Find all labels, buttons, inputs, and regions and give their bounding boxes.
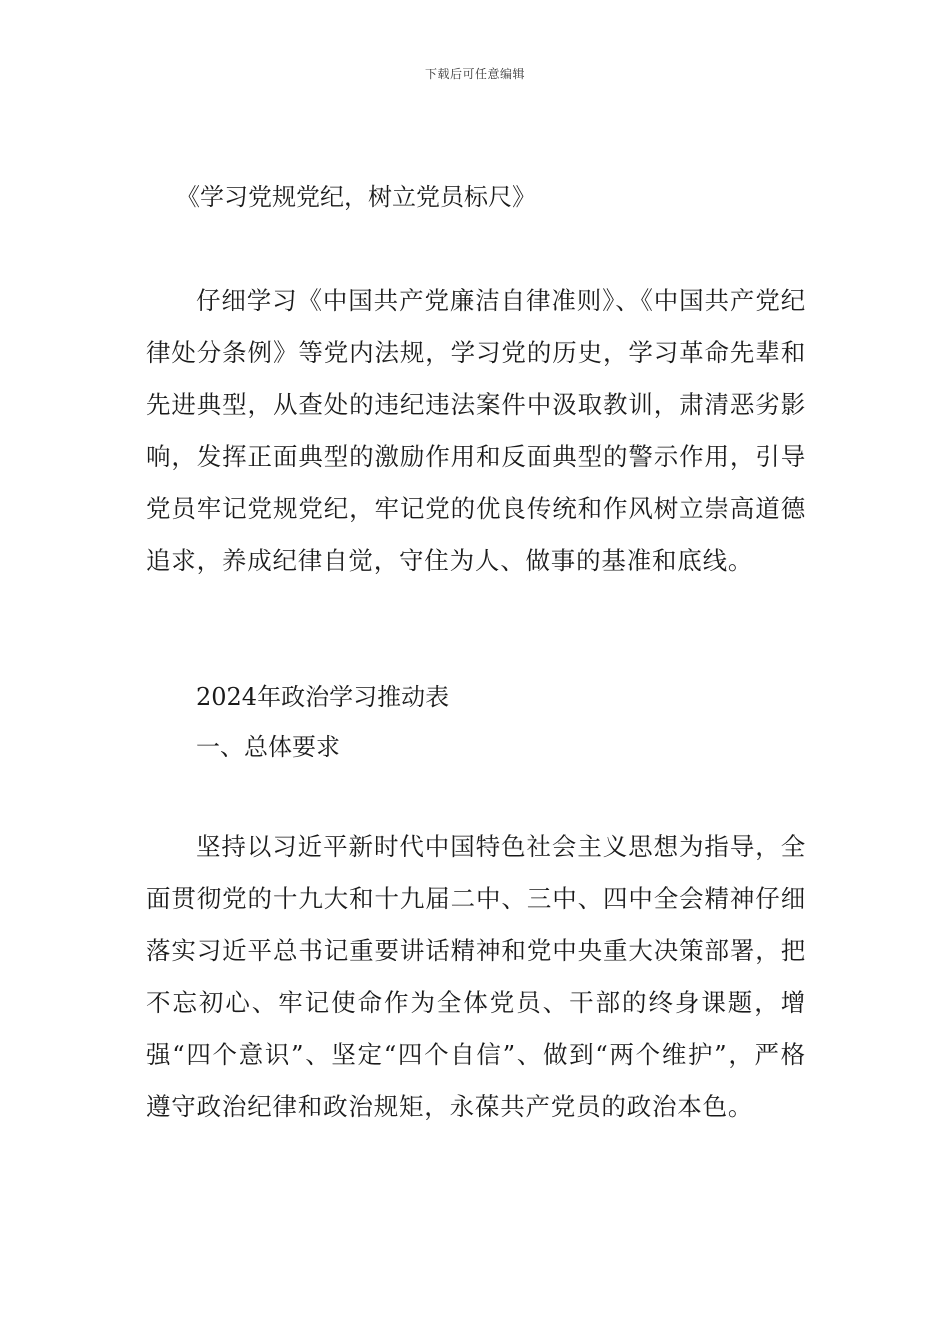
body-paragraph-1: 仔细学习《中国共产党廉洁自律准则》、《中国共产党纪律处分条例》等党内法规，学习党的历史，学习革命先辈和先进典型，从查处的违纪违法案件中汲取教训，肃清恶劣影响，发挥正面典型的激励作用和反面典型的警示作用，引导党员牢记党规党纪，牢记党的优良传统和作风树立崇高道德追求，养成纪律自觉，守住为人、做事的基准和底线。 — [146, 286, 806, 575]
section-heading-requirements: 一、总体要求 — [196, 733, 340, 761]
body-paragraph-2: 坚持以习近平新时代中国特色社会主义思想为指导，全面贯彻党的十九大和十九届二中、三中、四中全会精神仔细落实习近平总书记重要讲话精神和党中央重大决策部署，把不忘初心、牢记使命作为全体党员、干部的终身课题，增强“四个意识”、坚定“四个自信”、做到“两个维护”，严格遵守政治纪律和政治规矩，永葆共产党员的政治本色。 — [146, 832, 806, 1121]
header-note: 下载后可任意编辑 — [424, 67, 525, 81]
document-title: 《学习党规党纪，树立党员标尺》 — [176, 183, 536, 211]
section-heading-year: 2024年政治学习推动表 — [196, 683, 450, 711]
